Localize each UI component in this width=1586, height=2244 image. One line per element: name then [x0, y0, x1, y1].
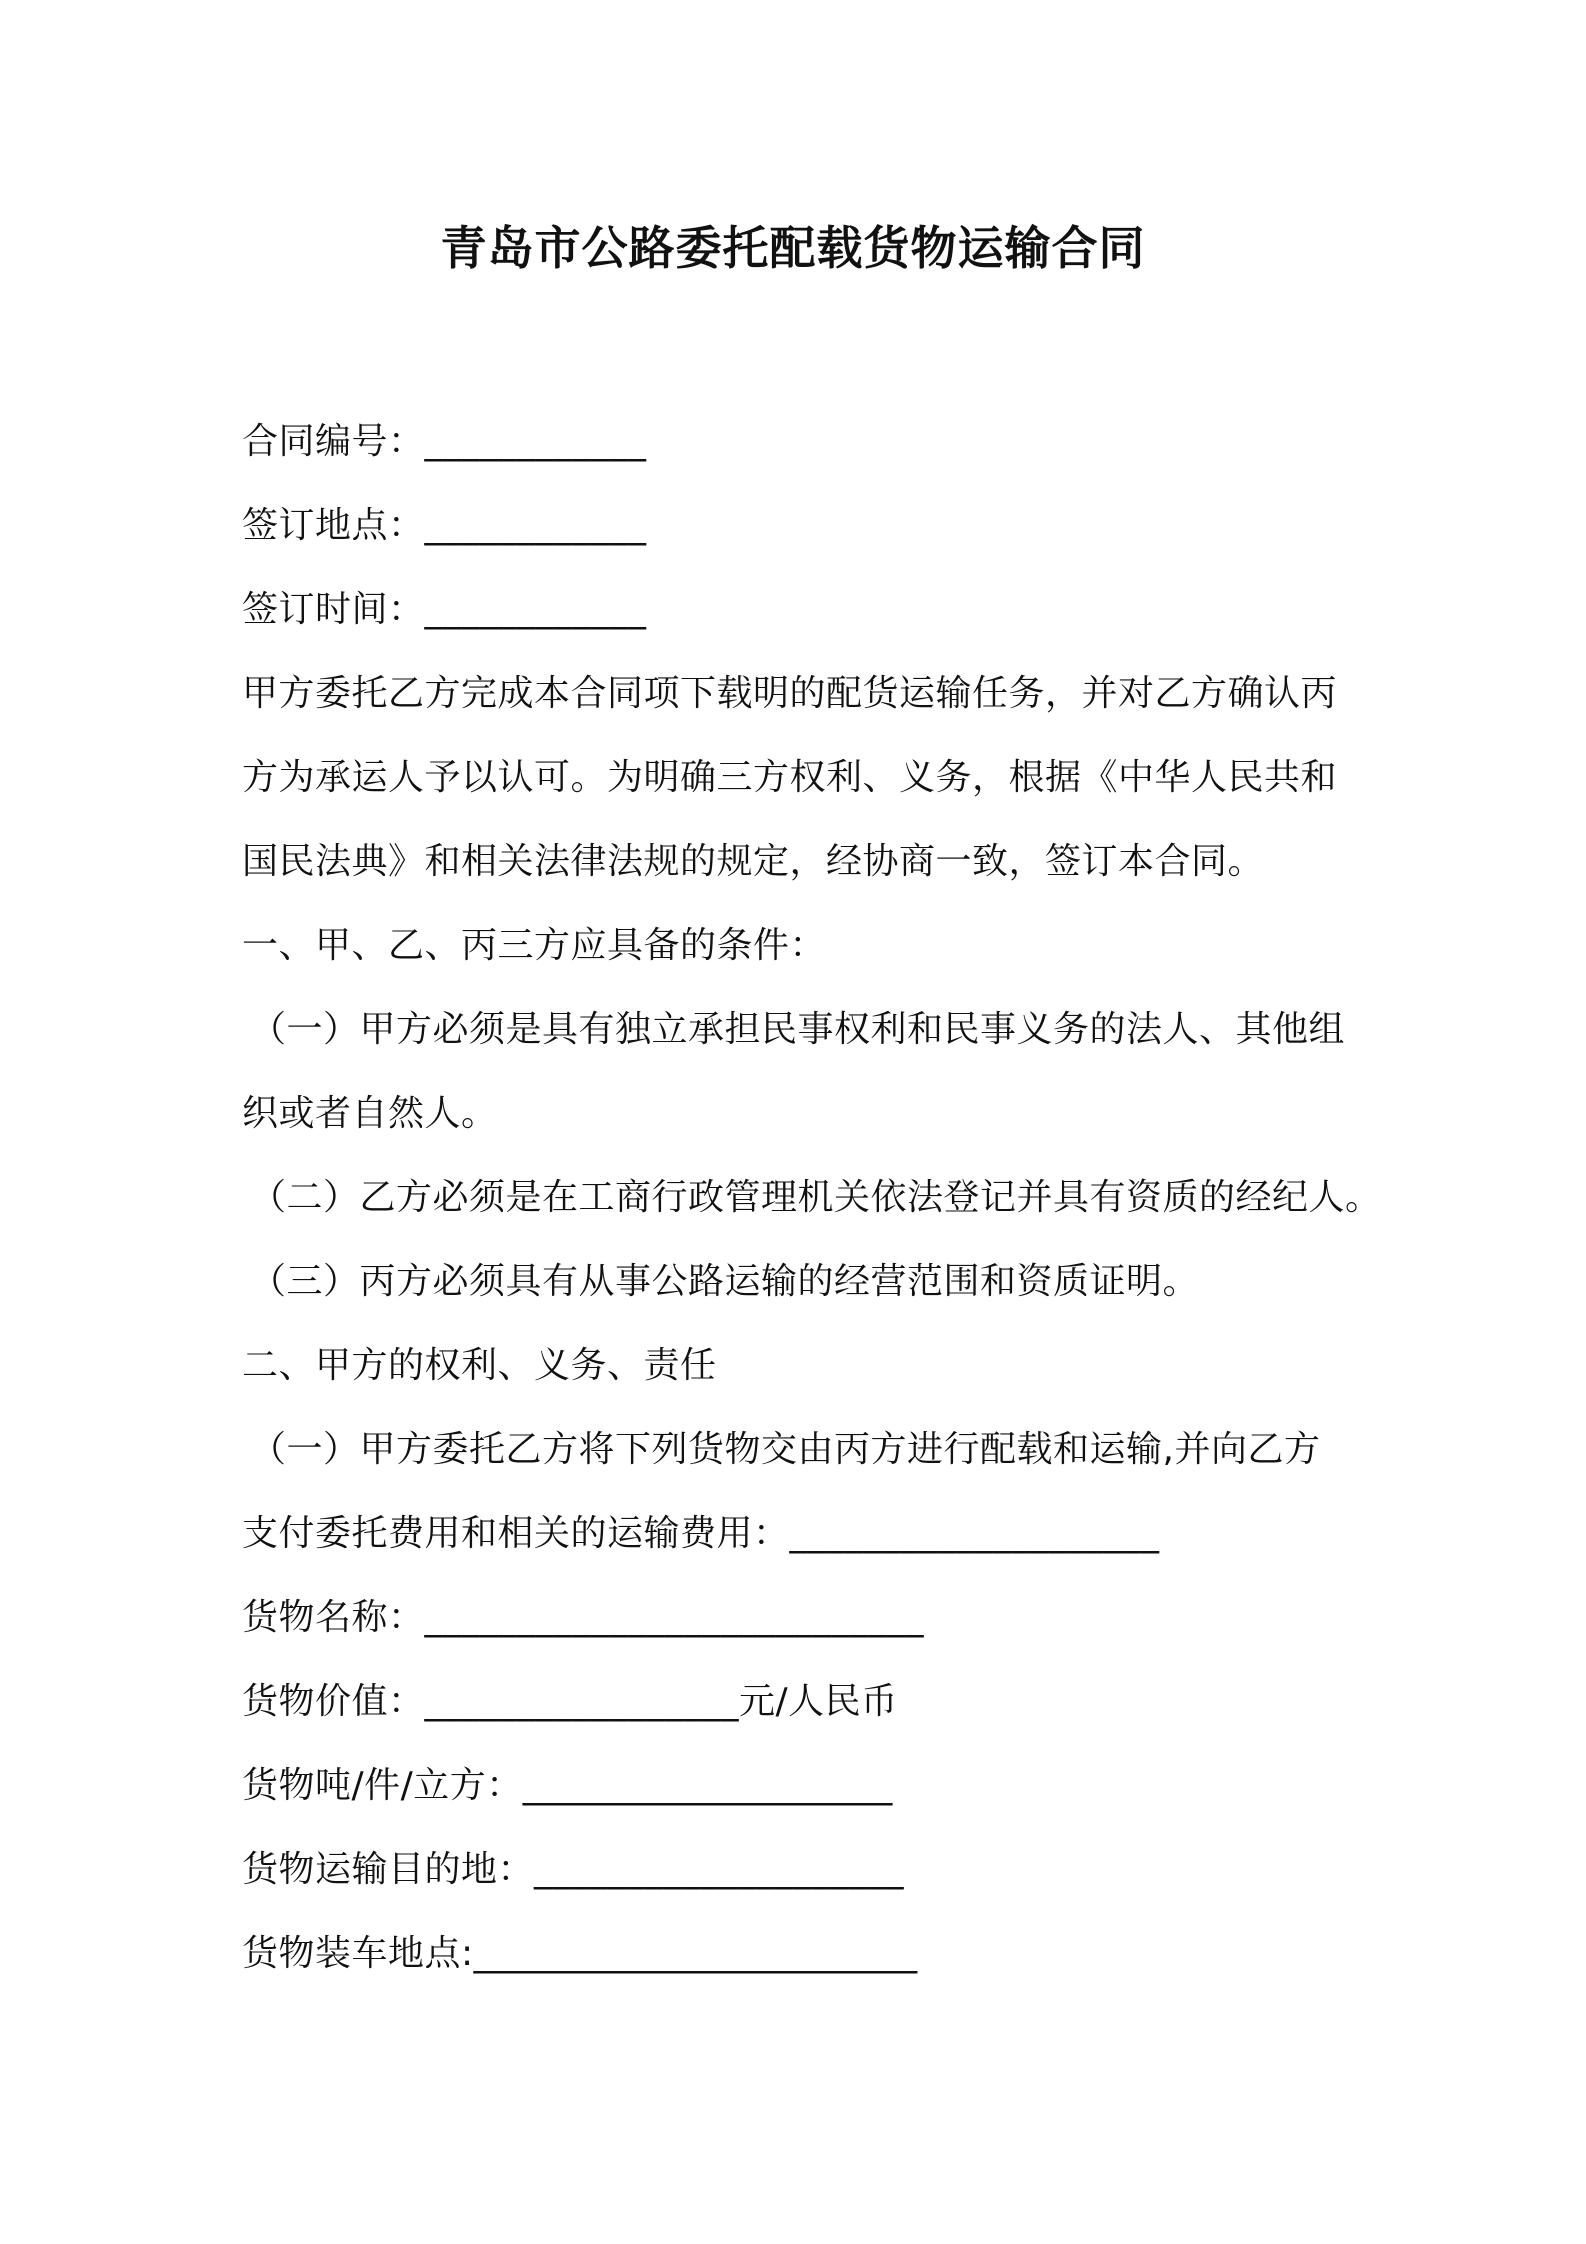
section-1-item-3: （三）丙方必须具有从事公路运输的经营范围和资质证明。 — [250, 1261, 1200, 1302]
section-1-item-1-line-1: （一）甲方必须是具有独立承担民事权利和民事义务的法人、其他组 — [250, 1009, 1346, 1050]
intro-line-2: 方为承运人予以认可。为明确三方权利、义务，根据《中华人民共和 — [242, 757, 1338, 798]
field-label: 合同编号： — [242, 421, 425, 462]
field-signing-place — [242, 504, 647, 548]
field-blank: ____________ — [424, 505, 647, 546]
cargo-value-field: 货物价值：_________________元/人民币 — [242, 1681, 898, 1722]
cargo-name-field: 货物名称：___________________________ — [242, 1597, 925, 1638]
field-blank: ____________ — [424, 421, 647, 462]
field-label: 签订地点： — [242, 505, 425, 546]
section-2-item-1-line-2: 支付委托费用和相关的运输费用：____________________ — [242, 1513, 1160, 1554]
intro-line-1: 甲方委托乙方完成本合同项下载明的配货运输任务，并对乙方确认丙 — [242, 673, 1338, 714]
document-title: 青岛市公路委托配载货物运输合同 — [440, 221, 1146, 275]
field-label: 签订时间： — [242, 589, 425, 630]
cargo-loading-place-field: 货物装车地点:________________________ — [242, 1933, 918, 1974]
cargo-destination-field: 货物运输目的地：____________________ — [242, 1849, 905, 1890]
cargo-quantity-field: 货物吨/件/立方：____________________ — [242, 1765, 893, 1806]
section-1-heading: 一、甲、乙、丙三方应具备的条件： — [242, 925, 827, 966]
section-1-item-1-line-2: 织或者自然人。 — [242, 1093, 498, 1134]
field-signing-time — [242, 588, 647, 632]
section-2-item-1-line-1: （一）甲方委托乙方将下列货物交由丙方进行配载和运输,并向乙方 — [250, 1429, 1321, 1470]
intro-line-3: 国民法典》和相关法律法规的规定，经协商一致，签订本合同。 — [242, 841, 1265, 882]
field-blank: ____________ — [424, 589, 647, 630]
section-1-item-2: （二）乙方必须是在工商行政管理机关依法登记并具有资质的经纪人。 — [250, 1177, 1382, 1218]
section-2-heading: 二、甲方的权利、义务、责任 — [242, 1345, 717, 1386]
field-contract-number — [242, 420, 647, 464]
